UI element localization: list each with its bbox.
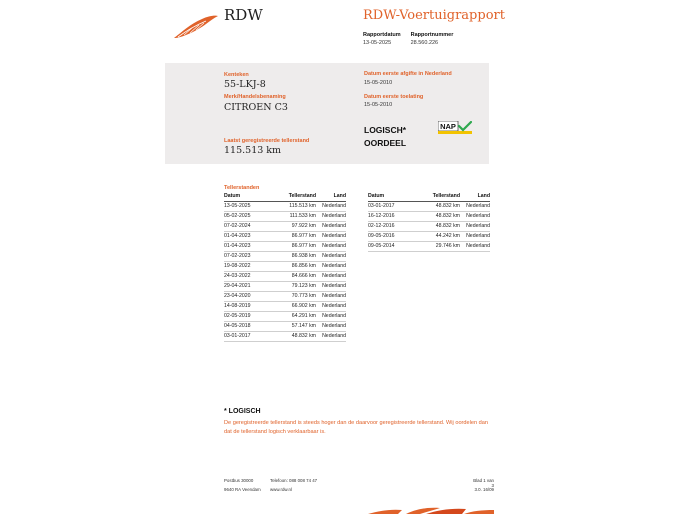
table-row [368,231,490,241]
col-country-header: Land [460,192,490,201]
cell-odometer: 111.533 km [272,211,316,221]
cell-date: 29-04-2021 [224,281,272,291]
cell-country: Nederland [316,221,346,231]
footer-postcode: 9640 RA Veendam [224,487,261,492]
table-row [368,221,490,231]
table-row [368,241,490,251]
cell-date: 03-01-2017 [368,201,416,211]
cell-date: 13-05-2025 [224,201,272,211]
cell-country: Nederland [316,311,346,321]
table-row [224,201,346,211]
vehicle-summary-panel [165,63,489,164]
readings-table-left [224,192,346,342]
cell-date: 14-08-2019 [224,301,272,311]
cell-date: 04-05-2018 [224,321,272,331]
col-date-header: Datum [368,192,416,201]
cell-country: Nederland [316,261,346,271]
cell-date: 09-05-2014 [368,241,416,251]
cell-country: Nederland [460,211,490,221]
first-nl-label: Datum eerste afgifte in Nederland [364,71,452,77]
table-row [224,271,346,281]
table-row [224,241,346,251]
cell-country: Nederland [460,241,490,251]
cell-country: Nederland [316,211,346,221]
col-odometer-header: Tellerstand [416,192,460,201]
table-row [224,251,346,261]
table-header-row [368,192,490,201]
report-date-label: Rapportdatum [363,32,401,38]
cell-odometer: 86.938 km [272,251,316,261]
odometer-label: Laatst geregistreerde tellerstand [224,138,310,144]
table-row [368,201,490,211]
cell-date: 02-05-2019 [224,311,272,321]
cell-country: Nederland [316,301,346,311]
cell-country: Nederland [316,331,346,341]
footer-page: Blad 1 van 3 [473,478,494,488]
footer-decoration-icon [368,503,494,514]
cell-country: Nederland [316,281,346,291]
cell-date: 07-02-2024 [224,221,272,231]
cell-odometer: 84.666 km [272,271,316,281]
cell-date: 24-03-2022 [224,271,272,281]
cell-odometer: 86.977 km [272,241,316,251]
cell-country: Nederland [316,251,346,261]
cell-odometer: 66.902 km [272,301,316,311]
report-title: RDW-Voertuigrapport [363,8,505,23]
cell-date: 23-04-2020 [224,291,272,301]
cell-odometer: 64.291 km [272,311,316,321]
cell-country: Nederland [316,201,346,211]
cell-country: Nederland [460,231,490,241]
odometer-value: 115.513 km [224,145,282,156]
verdict-line1: LOGISCH* [364,125,407,135]
first-nl-value: 15-05-2010 [364,80,393,86]
table-row [224,281,346,291]
table-row [224,231,346,241]
cell-country: Nederland [316,241,346,251]
plate-value: 55-LKJ-8 [224,79,266,90]
brand-name: RDW [224,6,263,24]
table-row [224,291,346,301]
first-admission-value: 15-05-2010 [364,102,393,108]
cell-country: Nederland [460,201,490,211]
cell-date: 09-05-2016 [368,231,416,241]
cell-odometer: 79.123 km [272,281,316,291]
make-label: Merk/Handelsbenaming [224,94,286,100]
cell-odometer: 70.773 km [272,291,316,301]
table-row [224,221,346,231]
cell-country: Nederland [316,291,346,301]
col-country-header: Land [316,192,346,201]
make-value: CITROEN C3 [224,102,288,113]
cell-odometer: 86.977 km [272,231,316,241]
cell-odometer: 97.922 km [272,221,316,231]
plate-label: Kenteken [224,72,249,78]
cell-date: 07-02-2023 [224,251,272,261]
report-date: 13-05-2025 [363,40,392,46]
footnote-text: De geregistreerde tellerstand is steeds hoger dan de daarvoor geregistreerde tellerstand. Wij oordelen dan dat de tellerstand logisch verklaarbaar is. [224,420,488,435]
col-date-header: Datum [224,192,272,201]
cell-date: 16-12-2016 [368,211,416,221]
cell-date: 01-04-2023 [224,231,272,241]
cell-date: 19-08-2022 [224,261,272,271]
footer-postbus: Postbus 30000 [224,478,254,483]
cell-country: Nederland [460,221,490,231]
table-row [224,261,346,271]
cell-odometer: 48.832 km [416,201,460,211]
table-row [224,321,346,331]
table-header-row [224,192,346,201]
footer-website: www.rdw.nl [270,487,292,492]
table-row [224,311,346,321]
verdict-line2: OORDEEL [364,138,407,148]
readings-title: Tellerstanden [224,185,260,191]
table-row [224,211,346,221]
cell-date: 01-04-2023 [224,241,272,251]
cell-odometer: 48.832 km [272,331,316,341]
nap-text: NAP [440,122,456,131]
table-row [368,211,490,221]
report-meta [363,32,453,46]
cell-country: Nederland [316,321,346,331]
cell-date: 05-02-2025 [224,211,272,221]
footnote-title: * LOGISCH [224,408,261,415]
nap-logo-icon [438,121,472,135]
cell-odometer: 48.832 km [416,221,460,231]
readings-table-right [368,192,490,252]
footer-version: 3.0. 16/09 [474,487,494,492]
cell-odometer: 57.147 km [272,321,316,331]
cell-date: 02-12-2016 [368,221,416,231]
cell-odometer: 86.856 km [272,261,316,271]
cell-country: Nederland [316,231,346,241]
footer-phone: Telefoon: 088 008 74 47 [270,478,318,483]
report-number-label: Rapportnummer [410,32,454,38]
cell-country: Nederland [316,271,346,281]
first-admission-label: Datum eerste toelating [364,94,424,100]
table-row [224,301,346,311]
rdw-logo-icon [172,14,220,40]
table-row [224,331,346,341]
cell-odometer: 44.242 km [416,231,460,241]
cell-date: 03-01-2017 [224,331,272,341]
cell-odometer: 115.513 km [272,201,316,211]
cell-odometer: 48.832 km [416,211,460,221]
cell-odometer: 29.746 km [416,241,460,251]
verdict [364,124,406,150]
report-number: 28.560.226 [410,40,439,46]
col-odometer-header: Tellerstand [272,192,316,201]
